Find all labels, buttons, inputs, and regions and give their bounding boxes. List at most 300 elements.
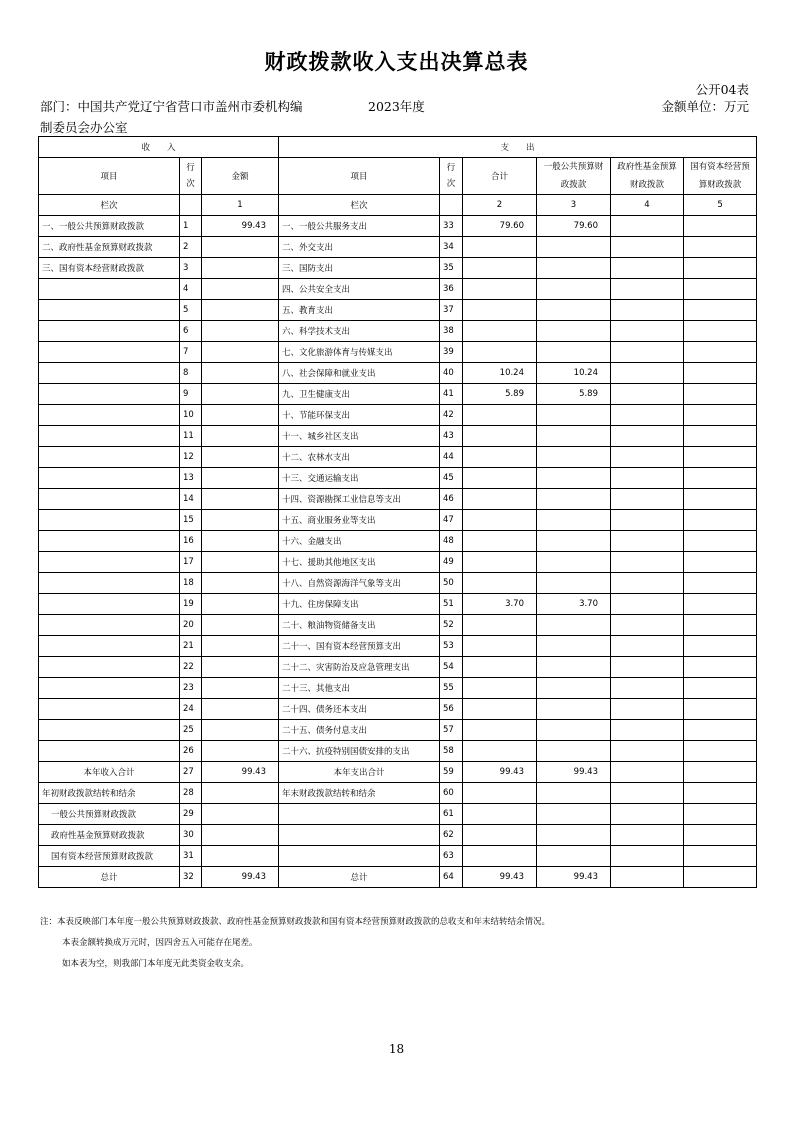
- expense-row-no: 45: [440, 468, 463, 489]
- general-amount: [537, 825, 611, 846]
- total-amount: 10.24: [463, 363, 537, 384]
- state-capital-amount: [684, 216, 757, 237]
- income-row-no: 20: [180, 615, 202, 636]
- expense-item: 五、教育支出: [279, 300, 440, 321]
- income-amount: [202, 321, 279, 342]
- income-item: [39, 321, 180, 342]
- table-row: [39, 636, 757, 657]
- expense-item: 十三、交通运输支出: [279, 468, 440, 489]
- general-amount: 3.70: [537, 594, 611, 615]
- state-capital-amount: [684, 657, 757, 678]
- income-row-no: 27: [180, 762, 202, 783]
- state-capital-amount: [684, 300, 757, 321]
- state-capital-amount: [684, 237, 757, 258]
- state-capital-amount: [684, 342, 757, 363]
- state-capital-amount: [684, 531, 757, 552]
- total-amount: [463, 447, 537, 468]
- income-amount: [202, 237, 279, 258]
- expense-row-no: 50: [440, 573, 463, 594]
- expense-row-no: 43: [440, 426, 463, 447]
- general-amount: [537, 489, 611, 510]
- expense-row-no: 63: [440, 846, 463, 867]
- expense-row-no: 39: [440, 342, 463, 363]
- general-amount: 5.89: [537, 384, 611, 405]
- state-capital-amount: [684, 720, 757, 741]
- general-amount: [537, 321, 611, 342]
- total-amount: [463, 573, 537, 594]
- table-row: [39, 720, 757, 741]
- expense-item: 二十、粮油物资储备支出: [279, 615, 440, 636]
- table-row: [39, 216, 757, 237]
- general-amount: [537, 657, 611, 678]
- gov-fund-amount: [611, 510, 684, 531]
- income-amount: 99.43: [202, 762, 279, 783]
- department-line2: 制委员会办公室: [40, 120, 128, 135]
- income-item: [39, 363, 180, 384]
- expense-item: 六、科学技术支出: [279, 321, 440, 342]
- total-amount: [463, 237, 537, 258]
- expense-item: 二十二、灾害防治及应急管理支出: [279, 657, 440, 678]
- income-item: [39, 720, 180, 741]
- expense-row-no: 37: [440, 300, 463, 321]
- income-amount: [202, 300, 279, 321]
- total-amount: [463, 636, 537, 657]
- income-amount: [202, 678, 279, 699]
- income-amount: [202, 783, 279, 804]
- lanci-row: [39, 195, 757, 216]
- table-row: [39, 699, 757, 720]
- income-item: 三、国有资本经营财政拨款: [39, 258, 180, 279]
- income-item: [39, 342, 180, 363]
- income-row-no: 12: [180, 447, 202, 468]
- income-item: [39, 531, 180, 552]
- gov-fund-amount: [611, 447, 684, 468]
- table-row: [39, 447, 757, 468]
- gov-fund-amount: [611, 720, 684, 741]
- income-item: 国有资本经营预算财政拨款: [39, 846, 180, 867]
- income-item: [39, 447, 180, 468]
- total-amount: [463, 615, 537, 636]
- income-row-no: 11: [180, 426, 202, 447]
- total-amount: [463, 510, 537, 531]
- expense-row-no: 44: [440, 447, 463, 468]
- expense-row-no: 60: [440, 783, 463, 804]
- state-capital-amount: [684, 594, 757, 615]
- expense-row-no: 33: [440, 216, 463, 237]
- total-amount: 5.89: [463, 384, 537, 405]
- table-row: [39, 426, 757, 447]
- general-amount: 99.43: [537, 867, 611, 888]
- total-amount: [463, 720, 537, 741]
- total-amount: [463, 825, 537, 846]
- expense-row-no: 40: [440, 363, 463, 384]
- general-amount: [537, 300, 611, 321]
- expense-row-no: 64: [440, 867, 463, 888]
- state-capital-amount: [684, 468, 757, 489]
- gov-fund-amount: [611, 216, 684, 237]
- state-capital-amount: [684, 279, 757, 300]
- expense-row-no: 35: [440, 258, 463, 279]
- state-capital-amount: [684, 573, 757, 594]
- income-row-no: 25: [180, 720, 202, 741]
- income-row-no: 1: [180, 216, 202, 237]
- table-row: [39, 804, 757, 825]
- col-income-amount: 金额: [202, 158, 279, 195]
- income-amount: [202, 342, 279, 363]
- expense-item: 二十五、债务付息支出: [279, 720, 440, 741]
- state-capital-amount: [684, 762, 757, 783]
- gov-fund-amount: [611, 342, 684, 363]
- expense-item: [279, 804, 440, 825]
- page-number: 18: [388, 1042, 405, 1056]
- table-row: [39, 279, 757, 300]
- general-amount: 99.43: [537, 762, 611, 783]
- expense-row-no: 61: [440, 804, 463, 825]
- expense-row-no: 47: [440, 510, 463, 531]
- income-amount: [202, 804, 279, 825]
- state-capital-amount: [684, 636, 757, 657]
- income-header: 收 入: [39, 137, 279, 158]
- income-row-no: 13: [180, 468, 202, 489]
- income-row-no: 19: [180, 594, 202, 615]
- expense-item: 三、国防支出: [279, 258, 440, 279]
- total-amount: [463, 804, 537, 825]
- income-row-no: 28: [180, 783, 202, 804]
- income-item: [39, 510, 180, 531]
- total-amount: [463, 531, 537, 552]
- expense-item: 本年支出合计: [279, 762, 440, 783]
- general-amount: [537, 279, 611, 300]
- gov-fund-amount: [611, 825, 684, 846]
- income-row-no: 31: [180, 846, 202, 867]
- expense-item: 二十三、其他支出: [279, 678, 440, 699]
- income-row-no: 26: [180, 741, 202, 762]
- general-amount: [537, 510, 611, 531]
- department-line1: 部门：中国共产党辽宁省营口市盖州市委机构编: [40, 99, 303, 114]
- income-item: 一、一般公共预算财政拨款: [39, 216, 180, 237]
- income-row-no: 32: [180, 867, 202, 888]
- income-amount: [202, 405, 279, 426]
- table-row: [39, 615, 757, 636]
- expense-item: 十六、金融支出: [279, 531, 440, 552]
- amount-unit: 金额单位：万元: [661, 99, 749, 114]
- table-row: [39, 867, 757, 888]
- general-amount: 10.24: [537, 363, 611, 384]
- general-amount: [537, 720, 611, 741]
- gov-fund-amount: [611, 552, 684, 573]
- gov-fund-amount: [611, 657, 684, 678]
- expense-row-no: 42: [440, 405, 463, 426]
- general-amount: [537, 405, 611, 426]
- general-amount: [537, 342, 611, 363]
- total-amount: [463, 489, 537, 510]
- table-row: [39, 678, 757, 699]
- income-item: 年初财政拨款结转和结余: [39, 783, 180, 804]
- total-amount: [463, 468, 537, 489]
- general-amount: [537, 573, 611, 594]
- expense-item: 十、节能环保支出: [279, 405, 440, 426]
- report-year: 2023年度: [368, 99, 425, 114]
- lanci-5: 5: [684, 195, 757, 216]
- general-amount: [537, 531, 611, 552]
- expense-row-no: 62: [440, 825, 463, 846]
- col-expense-item: 项目: [279, 158, 440, 195]
- col-gov-fund: 政府性基金预算财政拨款: [611, 158, 684, 195]
- income-amount: [202, 426, 279, 447]
- state-capital-amount: [684, 699, 757, 720]
- col-state-capital: 国有资本经营预算财政拨款: [684, 158, 757, 195]
- gov-fund-amount: [611, 321, 684, 342]
- budget-table: [38, 136, 757, 888]
- income-row-no: 23: [180, 678, 202, 699]
- income-row-no: 10: [180, 405, 202, 426]
- income-item: 一般公共预算财政拨款: [39, 804, 180, 825]
- income-amount: [202, 699, 279, 720]
- expense-item: 十七、援助其他地区支出: [279, 552, 440, 573]
- lanci-label: 栏次: [279, 195, 440, 216]
- state-capital-amount: [684, 321, 757, 342]
- total-amount: [463, 321, 537, 342]
- income-amount: [202, 279, 279, 300]
- table-row: [39, 510, 757, 531]
- income-item: [39, 615, 180, 636]
- income-row-no: 30: [180, 825, 202, 846]
- total-amount: [463, 342, 537, 363]
- income-amount: [202, 468, 279, 489]
- income-amount: [202, 825, 279, 846]
- gov-fund-amount: [611, 615, 684, 636]
- gov-fund-amount: [611, 846, 684, 867]
- gov-fund-amount: [611, 804, 684, 825]
- note-line-2: 本表金额转换成万元时，因四舍五入可能存在尾差。: [62, 938, 258, 948]
- income-item: [39, 405, 180, 426]
- income-row-no: 14: [180, 489, 202, 510]
- table-row: [39, 573, 757, 594]
- income-row-no: 5: [180, 300, 202, 321]
- income-item: [39, 573, 180, 594]
- expense-row-no: 52: [440, 615, 463, 636]
- total-amount: [463, 300, 537, 321]
- table-row: [39, 468, 757, 489]
- expense-row-no: 53: [440, 636, 463, 657]
- table-code: 公开04表: [695, 82, 749, 97]
- expense-item: 二十六、抗疫特别国债安排的支出: [279, 741, 440, 762]
- lanci-2: 2: [463, 195, 537, 216]
- general-amount: [537, 468, 611, 489]
- state-capital-amount: [684, 741, 757, 762]
- gov-fund-amount: [611, 426, 684, 447]
- general-amount: [537, 636, 611, 657]
- income-row-no: 18: [180, 573, 202, 594]
- income-amount: [202, 258, 279, 279]
- income-row-no: 17: [180, 552, 202, 573]
- income-amount: [202, 363, 279, 384]
- expense-row-no: 59: [440, 762, 463, 783]
- lanci-4: 4: [611, 195, 684, 216]
- general-amount: [537, 426, 611, 447]
- income-amount: [202, 636, 279, 657]
- income-item: [39, 426, 180, 447]
- income-item: [39, 468, 180, 489]
- gov-fund-amount: [611, 573, 684, 594]
- income-row-no: 4: [180, 279, 202, 300]
- gov-fund-amount: [611, 741, 684, 762]
- lanci-1: 1: [202, 195, 279, 216]
- income-amount: [202, 846, 279, 867]
- expense-item: 总计: [279, 867, 440, 888]
- general-amount: [537, 552, 611, 573]
- gov-fund-amount: [611, 279, 684, 300]
- state-capital-amount: [684, 552, 757, 573]
- income-amount: [202, 720, 279, 741]
- income-row-no: 7: [180, 342, 202, 363]
- header-row-1: [39, 137, 757, 158]
- expense-item: 二十一、国有资本经营预算支出: [279, 636, 440, 657]
- expense-item: 四、公共安全支出: [279, 279, 440, 300]
- income-row-no: 16: [180, 531, 202, 552]
- gov-fund-amount: [611, 489, 684, 510]
- table-row: [39, 657, 757, 678]
- expense-item: 十二、农林水支出: [279, 447, 440, 468]
- expense-item: 八、社会保障和就业支出: [279, 363, 440, 384]
- expense-item: 九、卫生健康支出: [279, 384, 440, 405]
- general-amount: [537, 258, 611, 279]
- income-item: 二、政府性基金预算财政拨款: [39, 237, 180, 258]
- state-capital-amount: [684, 867, 757, 888]
- expense-row-no: 38: [440, 321, 463, 342]
- col-total: 合计: [463, 158, 537, 195]
- total-amount: 99.43: [463, 762, 537, 783]
- table-row: [39, 363, 757, 384]
- gov-fund-amount: [611, 363, 684, 384]
- income-item: [39, 741, 180, 762]
- gov-fund-amount: [611, 762, 684, 783]
- income-item: [39, 699, 180, 720]
- notes: [40, 912, 550, 975]
- gov-fund-amount: [611, 405, 684, 426]
- income-row-no: 21: [180, 636, 202, 657]
- state-capital-amount: [684, 825, 757, 846]
- gov-fund-amount: [611, 636, 684, 657]
- income-item: 本年收入合计: [39, 762, 180, 783]
- total-amount: [463, 678, 537, 699]
- lanci-blank: [180, 195, 202, 216]
- income-item: [39, 594, 180, 615]
- state-capital-amount: [684, 426, 757, 447]
- income-amount: [202, 594, 279, 615]
- gov-fund-amount: [611, 258, 684, 279]
- income-row-no: 29: [180, 804, 202, 825]
- col-income-row-no: 行次: [180, 158, 202, 195]
- income-item: [39, 552, 180, 573]
- general-amount: [537, 615, 611, 636]
- note-line-1: 注：本表反映部门本年度一般公共预算财政拨款、政府性基金预算财政拨款和国有资本经营预算财政拨款的总收支和年末结转结余情况。: [40, 917, 551, 927]
- total-amount: 3.70: [463, 594, 537, 615]
- state-capital-amount: [684, 384, 757, 405]
- state-capital-amount: [684, 258, 757, 279]
- table-row: [39, 531, 757, 552]
- gov-fund-amount: [611, 867, 684, 888]
- expense-item: 十八、自然资源海洋气象等支出: [279, 573, 440, 594]
- general-amount: [537, 678, 611, 699]
- income-item: [39, 489, 180, 510]
- general-amount: [537, 741, 611, 762]
- income-item: [39, 279, 180, 300]
- table-row: [39, 321, 757, 342]
- income-amount: [202, 510, 279, 531]
- state-capital-amount: [684, 405, 757, 426]
- income-item: [39, 678, 180, 699]
- expense-row-no: 48: [440, 531, 463, 552]
- state-capital-amount: [684, 804, 757, 825]
- table-row: [39, 300, 757, 321]
- income-item: [39, 300, 180, 321]
- table-row: [39, 384, 757, 405]
- income-item: [39, 636, 180, 657]
- income-amount: [202, 489, 279, 510]
- general-amount: [537, 846, 611, 867]
- income-item: 政府性基金预算财政拨款: [39, 825, 180, 846]
- expense-item: 十四、资源勘探工业信息等支出: [279, 489, 440, 510]
- income-item: 总计: [39, 867, 180, 888]
- table-row: [39, 489, 757, 510]
- general-amount: 79.60: [537, 216, 611, 237]
- total-amount: [463, 405, 537, 426]
- state-capital-amount: [684, 846, 757, 867]
- income-row-no: 24: [180, 699, 202, 720]
- expense-row-no: 54: [440, 657, 463, 678]
- table-row: [39, 783, 757, 804]
- expense-row-no: 46: [440, 489, 463, 510]
- expense-item: 年末财政拨款结转和结余: [279, 783, 440, 804]
- lanci-label: 栏次: [39, 195, 180, 216]
- total-amount: [463, 846, 537, 867]
- income-amount: [202, 741, 279, 762]
- income-amount: [202, 531, 279, 552]
- expense-row-no: 58: [440, 741, 463, 762]
- expense-item: [279, 846, 440, 867]
- expense-item: 十一、城乡社区支出: [279, 426, 440, 447]
- income-amount: [202, 573, 279, 594]
- state-capital-amount: [684, 489, 757, 510]
- expense-row-no: 41: [440, 384, 463, 405]
- general-amount: [537, 699, 611, 720]
- table-row: [39, 237, 757, 258]
- total-amount: [463, 657, 537, 678]
- total-amount: [463, 783, 537, 804]
- state-capital-amount: [684, 447, 757, 468]
- expense-item: 七、文化旅游体育与传媒支出: [279, 342, 440, 363]
- gov-fund-amount: [611, 300, 684, 321]
- income-item: [39, 384, 180, 405]
- expense-item: 一、一般公共服务支出: [279, 216, 440, 237]
- table-row: [39, 552, 757, 573]
- income-row-no: 22: [180, 657, 202, 678]
- table-row: [39, 258, 757, 279]
- total-amount: 79.60: [463, 216, 537, 237]
- income-row-no: 9: [180, 384, 202, 405]
- note-line-3: 如本表为空，则我部门本年度无此类资金收支余。: [62, 959, 250, 969]
- total-amount: 99.43: [463, 867, 537, 888]
- table-row: [39, 405, 757, 426]
- general-amount: [537, 447, 611, 468]
- table-row: [39, 342, 757, 363]
- total-amount: [463, 426, 537, 447]
- income-item: [39, 657, 180, 678]
- gov-fund-amount: [611, 384, 684, 405]
- gov-fund-amount: [611, 237, 684, 258]
- general-amount: [537, 237, 611, 258]
